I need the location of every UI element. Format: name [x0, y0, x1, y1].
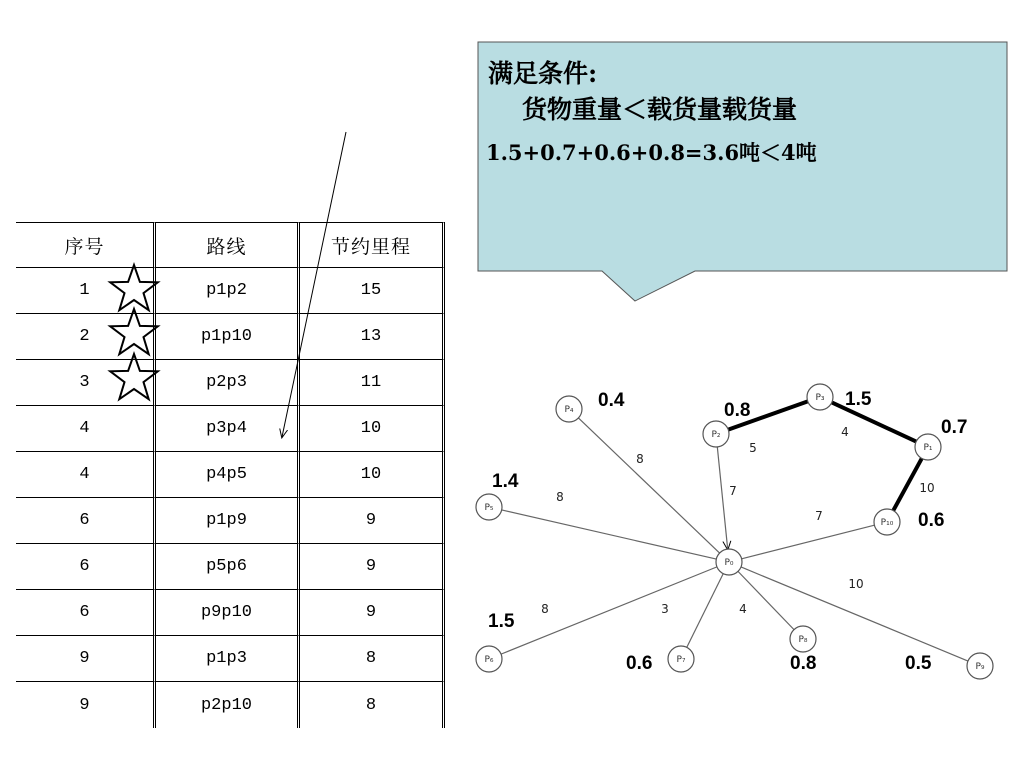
- cell-route: p5p6: [156, 544, 300, 590]
- edge-distance-label: 10: [919, 481, 935, 495]
- edge-distance-label: 5: [749, 441, 757, 455]
- cell-saving: 10: [300, 452, 445, 498]
- cell-saving: 8: [300, 636, 445, 682]
- demand-label: 0.4: [598, 390, 625, 411]
- cell-saving: 15: [300, 268, 445, 314]
- demand-label: 0.5: [905, 653, 932, 674]
- cell-rank: 4: [16, 406, 156, 452]
- edge-distance-label: 8: [556, 490, 564, 504]
- demand-label: 0.7: [941, 417, 968, 438]
- node-p0: [716, 549, 742, 575]
- node-p5: [476, 494, 502, 520]
- cell-rank: 3: [16, 360, 156, 406]
- node-label: P₄: [564, 405, 574, 415]
- star-icon: [110, 265, 158, 310]
- cell-rank: 9: [16, 682, 156, 728]
- demand-label: 1.4: [492, 471, 519, 492]
- cell-saving: 10: [300, 406, 445, 452]
- star-icon: [110, 354, 158, 399]
- node-p6: [476, 646, 502, 672]
- edge-distance-label: 8: [636, 452, 644, 466]
- demand-label: 0.8: [790, 653, 817, 674]
- edge-distance-label: 3: [661, 602, 669, 616]
- node-p2: [703, 421, 729, 447]
- edge-p0-p2: [717, 447, 727, 549]
- annotation-arrow: [282, 132, 346, 437]
- node-label: P₅: [484, 503, 494, 513]
- node-p8: [790, 626, 816, 652]
- node-label: P₂: [711, 430, 721, 440]
- node-label: P₃: [815, 393, 825, 403]
- demand-label: 1.5: [845, 389, 872, 410]
- edge-distance-label: 4: [739, 602, 747, 616]
- callout-formula: 1.5+0.7+0.6+0.8=3.6吨＜4吨: [486, 140, 817, 165]
- edges-layer: [501, 401, 968, 661]
- cell-route: p2p10: [156, 682, 300, 728]
- edge-distance-label: 7: [729, 484, 737, 498]
- node-p1: [915, 434, 941, 460]
- cell-saving: 13: [300, 314, 445, 360]
- node-label: P₉: [975, 662, 985, 672]
- node-p7: [668, 646, 694, 672]
- demand-label: 0.6: [626, 653, 653, 674]
- star-icon: [110, 309, 158, 354]
- cell-route: p3p4: [156, 406, 300, 452]
- cell-rank: 1: [16, 268, 156, 314]
- node-p3: [807, 384, 833, 410]
- header-saving: 节约里程: [300, 222, 445, 268]
- node-p4: [556, 396, 582, 422]
- callout-condition: 货物重量＜载货量载货量: [522, 95, 798, 124]
- cell-route: p1p10: [156, 314, 300, 360]
- node-label: P₁: [923, 443, 933, 453]
- edge-p0-p7: [687, 574, 723, 648]
- node-label: P₀: [724, 558, 734, 568]
- edge-distance-label: 8: [541, 602, 549, 616]
- cell-saving: 9: [300, 498, 445, 544]
- cell-route: p9p10: [156, 590, 300, 636]
- node-label: P₈: [798, 635, 808, 645]
- demand-label: 0.6: [918, 510, 945, 531]
- cell-saving: 8: [300, 682, 445, 728]
- cell-route: p1p9: [156, 498, 300, 544]
- header-route: 路线: [156, 222, 300, 268]
- node-p9: [967, 653, 993, 679]
- edge-distance-label: 4: [841, 425, 849, 439]
- cell-route: p1p2: [156, 268, 300, 314]
- edge-p1-p10: [893, 458, 922, 510]
- node-label: P₆: [484, 655, 494, 665]
- cell-saving: 9: [300, 544, 445, 590]
- edge-p0-p5: [502, 510, 717, 559]
- node-label: P₇: [676, 655, 686, 665]
- cell-rank: 6: [16, 590, 156, 636]
- edge-p0-p8: [738, 571, 794, 629]
- demand-label: 0.8: [724, 400, 751, 421]
- edge-distance-label: 7: [815, 509, 823, 523]
- edge-p0-p10: [742, 525, 875, 559]
- cell-route: p1p3: [156, 636, 300, 682]
- edge-p0-p6: [501, 567, 717, 654]
- node-label: P₁₀: [880, 518, 894, 528]
- demand-label: 1.5: [488, 611, 515, 632]
- edge-distance-label: 10: [848, 577, 864, 591]
- cell-saving: 9: [300, 590, 445, 636]
- cell-saving: 11: [300, 360, 445, 406]
- callout-title: 满足条件:: [488, 59, 598, 88]
- cell-rank: 6: [16, 544, 156, 590]
- cell-rank: 6: [16, 498, 156, 544]
- cell-route: p2p3: [156, 360, 300, 406]
- header-rank: 序号: [16, 222, 156, 268]
- cell-route: p4p5: [156, 452, 300, 498]
- cell-rank: 9: [16, 636, 156, 682]
- cell-rank: 2: [16, 314, 156, 360]
- node-p10: [874, 509, 900, 535]
- cell-rank: 4: [16, 452, 156, 498]
